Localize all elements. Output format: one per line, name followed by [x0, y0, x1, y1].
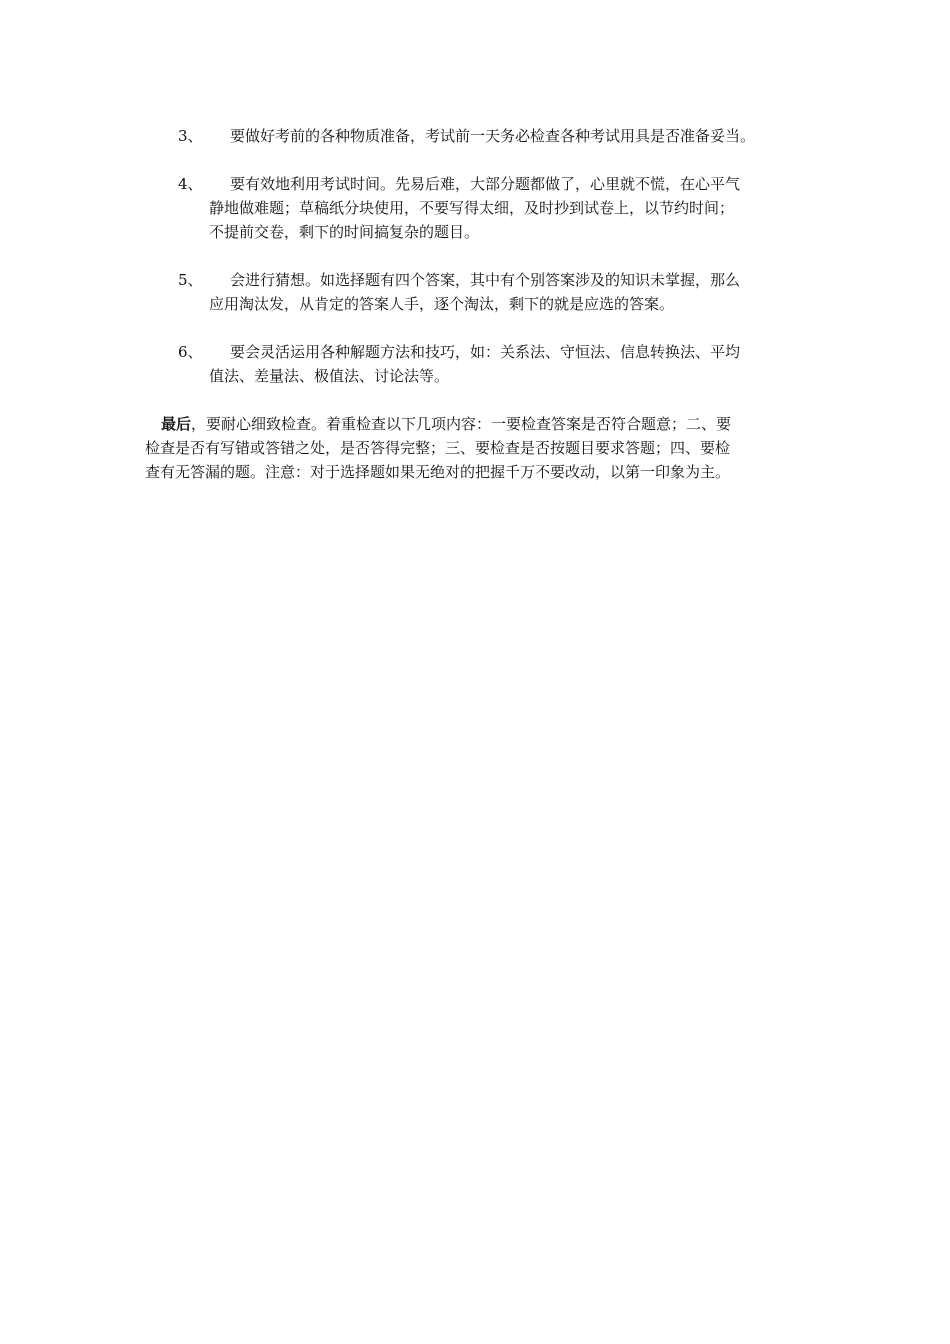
list-item: [178, 124, 828, 148]
final-paragraph-line: [145, 412, 825, 436]
list-item-number: 6、: [178, 343, 203, 361]
final-lead-bold: 最后: [161, 415, 192, 433]
list-item: [178, 268, 828, 316]
list-item-number: 4、: [178, 175, 203, 193]
list-item-text: 要有效地利用考试时间。先易后难，大部分题都做了，心里就不慌，在心平气: [230, 175, 741, 193]
final-paragraph: [145, 412, 825, 484]
list-item-text: 要做好考前的各种物质准备，考试前一天务必检查各种考试用具是否准备妥当。: [230, 127, 756, 145]
list-item: [178, 172, 828, 244]
list-item-text: 要会灵活运用各种解题方法和技巧，如：关系法、守恒法、信息转换法、平均: [230, 343, 741, 361]
final-paragraph-line: 检查是否有写错或答错之处，是否答得完整；三、要检查是否按题目要求答题；四、要检: [145, 439, 731, 457]
list-item-text: 会进行猜想。如选择题有四个答案，其中有个别答案涉及的知识未掌握，那么: [230, 271, 741, 289]
list-item: [178, 340, 828, 388]
list-item-line: [178, 172, 828, 196]
list-item-continuation: 不提前交卷，剩下的时间搞复杂的题目。: [209, 223, 480, 241]
final-text: ，要耐心细致检查。着重检查以下几项内容：一要检查答案是否符合题意；二、要: [191, 415, 732, 433]
list-item-continuation: 应用淘汰发，从肯定的答案人手，逐个淘汰，剩下的就是应选的答案。: [209, 295, 675, 313]
list-item-line: [178, 268, 828, 292]
final-paragraph-line: 查有无答漏的题。注意：对于选择题如果无绝对的把握千万不要改动，以第一印象为主。: [145, 463, 731, 481]
list-item-continuation: 静地做难题；草稿纸分块使用，不要写得太细，及时抄到试卷上，以节约时间；: [209, 199, 735, 217]
list-item-continuation: 值法、差量法、极值法、讨论法等。: [209, 367, 450, 385]
list-item-number: 3、: [178, 127, 203, 145]
list-item-line: [178, 124, 828, 148]
list-item-line: [178, 340, 828, 364]
list-item-number: 5、: [178, 271, 203, 289]
